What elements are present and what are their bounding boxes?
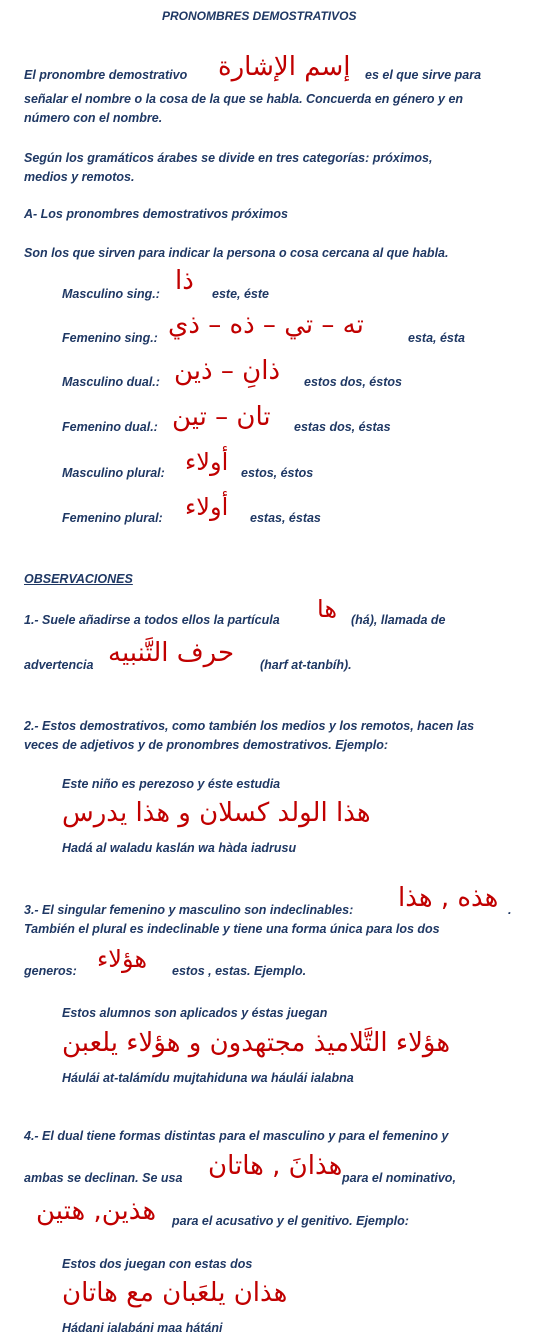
obs2-example-ar: هذا الولد كسلان و هذا يدرس — [62, 798, 371, 828]
obs4-example-ar: هذان يلعَبان مع هاتان — [62, 1278, 288, 1308]
intro-text-2b: medios y remotos. — [24, 170, 135, 184]
obs4-text-a: 4.- El dual tiene formas distintas para el masculino y para el femenino y — [24, 1129, 449, 1143]
obs3-dot: . — [508, 903, 512, 917]
obs4-arabic-acc: هذين, هتين — [36, 1196, 157, 1226]
obs1-arabic-tanbih: حرف التَّنبيه — [108, 638, 235, 668]
form-label-masc-dual: Masculino dual.: — [62, 375, 160, 389]
form-meaning-fem-sing: esta, ésta — [408, 331, 465, 345]
form-meaning-masc-dual: estos dos, éstos — [304, 375, 402, 389]
obs1-text-c: advertencia — [24, 658, 94, 672]
obs4-example-es: Estos dos juegan con estas dos — [62, 1257, 253, 1271]
intro-text-1d: número con el nombre. — [24, 111, 163, 125]
obs2-text-a: 2.- Estos demostrativos, como también los medios y los remotos, hacen las — [24, 719, 475, 733]
form-arabic-fem-plural: أولاء — [185, 493, 229, 521]
form-arabic-masc-dual: ذانِ – ذين — [174, 356, 281, 386]
obs3-text-c: generos: — [24, 964, 77, 978]
intro-arabic-term: إسم الإشارة — [218, 52, 351, 82]
form-arabic-masc-plural: أولاء — [185, 448, 229, 476]
form-label-fem-dual: Femenino dual.: — [62, 420, 158, 434]
obs4-example-tr: Hádani ialabáni maa hátáni — [62, 1321, 223, 1335]
obs2-text-b: veces de adjetivos y de pronombres demostrativos. Ejemplo: — [24, 738, 389, 752]
obs1-arabic-ha: ها — [317, 595, 337, 623]
form-label-masc-plural: Masculino plural: — [62, 466, 165, 480]
intro-text-3: Son los que sirven para indicar la persona o cosa cercana al que habla. — [24, 246, 449, 260]
form-arabic-fem-sing: ته – تي – ذه – ذي — [168, 310, 364, 340]
obs1-text-d: (harf at-tanbíh). — [260, 658, 352, 672]
obs4-text-c: para el nominativo, — [342, 1171, 456, 1185]
form-label-fem-plural: Femenino plural: — [62, 511, 163, 525]
obs4-text-b: ambas se declinan. Se usa — [24, 1171, 183, 1185]
obs3-text-b: También el plural es indeclinable y tiene una forma única para los dos — [24, 922, 440, 936]
obs1-text-a: 1.- Suele añadirse a todos ellos la partícula — [24, 613, 280, 627]
form-meaning-masc-sing: este, éste — [212, 287, 269, 301]
obs1-text-b: (há), llamada de — [351, 613, 446, 627]
observaciones-heading: OBSERVACIONES — [24, 572, 133, 586]
form-meaning-fem-plural: estas, éstas — [250, 511, 321, 525]
obs3-arabic-sing: هذه , هذا — [398, 883, 499, 913]
intro-text-2a: Según los gramáticos árabes se divide en tres categorías: próximos, — [24, 151, 433, 165]
obs3-text-a: 3.- El singular femenino y masculino son indeclinables: — [24, 903, 354, 917]
form-arabic-masc-sing: ذا — [175, 266, 194, 296]
obs2-example-tr: Hadá al waladu kaslán wa hàda iadrusu — [62, 841, 297, 855]
form-label-masc-sing: Masculino sing.: — [62, 287, 160, 301]
form-meaning-masc-plural: estos, éstos — [241, 466, 314, 480]
form-label-fem-sing: Femenino sing.: — [62, 331, 158, 345]
intro-text-1b: es el que sirve para — [365, 68, 482, 82]
obs3-example-tr: Háulái at-talámídu mujtahiduna wa háulái ialabna — [62, 1071, 354, 1085]
obs3-arabic-plural: هؤلاء — [97, 945, 148, 973]
obs4-text-d: para el acusativo y el genitivo. Ejemplo: — [172, 1214, 409, 1228]
obs3-text-d: estos , estas. Ejemplo. — [172, 964, 307, 978]
obs4-arabic-nom: هذانَ , هاتان — [208, 1151, 343, 1181]
intro-text-1c: señalar el nombre o la cosa de la que se habla. Concuerda en género y en — [24, 92, 464, 106]
obs2-example-es: Este niño es perezoso y éste estudia — [62, 777, 281, 791]
section-a-heading: A- Los pronombres demostrativos próximos — [24, 207, 288, 221]
obs3-example-ar: هؤلاء التَّلاميذ مجتهدون و هؤلاء يلعبن — [62, 1028, 451, 1058]
obs3-example-es: Estos alumnos son aplicados y éstas juegan — [62, 1006, 328, 1020]
page-title: PRONOMBRES DEMOSTRATIVOS — [162, 9, 357, 23]
intro-text-1a: El pronombre demostrativo — [24, 68, 188, 82]
form-meaning-fem-dual: estas dos, éstas — [294, 420, 391, 434]
form-arabic-fem-dual: تان – تين — [172, 402, 271, 432]
